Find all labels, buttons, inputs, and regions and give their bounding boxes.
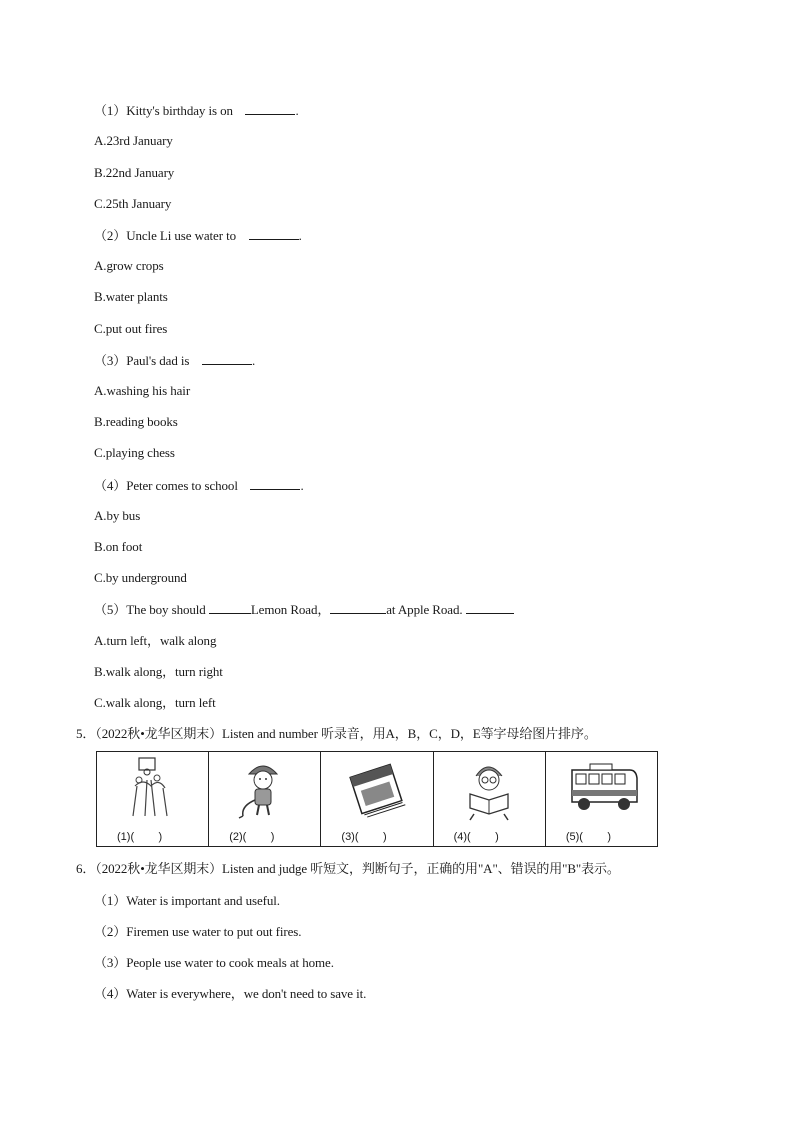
option[interactable]: C.playing chess — [94, 445, 175, 460]
option[interactable]: A.turn left，walk along — [94, 633, 217, 648]
answer-blank[interactable] — [249, 227, 299, 240]
fireman-icon — [229, 756, 299, 822]
section-6-title: 6．（2022秋•龙华区期末）Listen and judge 听短文，判断句子，正确的用"A"、错误的用"B"表示。 — [76, 861, 620, 876]
school-bus-icon — [566, 756, 642, 822]
picture-cell-4[interactable] — [434, 752, 546, 846]
option[interactable]: B.water plants — [94, 289, 168, 304]
picture-label: (4)( ) — [453, 831, 499, 843]
picture-row — [96, 751, 658, 847]
picture-cell-1[interactable] — [97, 752, 209, 846]
question-prompt: （4）Peter comes to school — [94, 478, 238, 493]
option[interactable]: C.walk along，turn left — [94, 695, 216, 710]
question-4: （4）Peter comes to school . — [94, 478, 304, 493]
option[interactable]: A.by bus — [94, 508, 141, 523]
option[interactable]: C.by underground — [94, 570, 187, 585]
option[interactable]: C.put out fires — [94, 321, 168, 336]
option[interactable]: B.walk along，turn right — [94, 664, 223, 679]
option[interactable]: B.on foot — [94, 539, 143, 554]
question-prompt: （3）Paul's dad is — [94, 353, 190, 368]
boy-reading-icon — [454, 756, 524, 822]
option[interactable]: B.reading books — [94, 414, 178, 429]
question-3: （3）Paul's dad is . — [94, 353, 256, 368]
picture-cell-3[interactable] — [321, 752, 433, 846]
question-prompt: （2）Uncle Li use water to — [94, 228, 237, 243]
picture-label: (3)( ) — [341, 831, 387, 843]
answer-blank[interactable] — [202, 352, 252, 365]
option[interactable]: A.23rd January — [94, 133, 173, 148]
answer-blank[interactable] — [330, 601, 386, 614]
answer-blank[interactable] — [245, 102, 295, 115]
basketball-player-icon — [117, 756, 187, 822]
picture-label: (5)( ) — [565, 831, 612, 843]
option[interactable]: B.22nd January — [94, 165, 175, 180]
question-prompt: （5）The boy should — [94, 602, 209, 617]
picture-label: (2)( ) — [229, 831, 275, 843]
picture-cell-2[interactable] — [209, 752, 321, 846]
option[interactable]: C.25th January — [94, 196, 172, 211]
picture-cell-5[interactable] — [546, 752, 657, 846]
question-prompt: at Apple Road. — [386, 602, 463, 617]
question-2: （2）Uncle Li use water to . — [94, 228, 302, 243]
option[interactable]: A.grow crops — [94, 258, 164, 273]
answer-blank[interactable] — [466, 601, 514, 614]
option[interactable]: A.washing his hair — [94, 383, 191, 398]
question-prompt: Lemon Road， — [250, 602, 331, 617]
section-5-title: 5．（2022秋•龙华区期末）Listen and number 听录音，用A，B，C，D，E等字母给图片排序。 — [76, 726, 597, 741]
picture-label: (1)( ) — [117, 831, 163, 843]
question-prompt: （1）Kitty's birthday is on — [94, 103, 233, 118]
answer-blank[interactable] — [250, 477, 300, 490]
judge-item[interactable]: （3）People use water to cook meals at home. — [94, 955, 334, 970]
judge-item[interactable]: （1）Water is important and useful. — [94, 893, 280, 908]
question-5 — [94, 601, 514, 618]
question-1: （1）Kitty's birthday is on . — [94, 103, 299, 118]
calendar-icon — [341, 756, 411, 822]
judge-item[interactable]: （4）Water is everywhere，we don't need to save it. — [94, 986, 367, 1001]
judge-item[interactable]: （2）Firemen use water to put out fires. — [94, 924, 302, 939]
answer-blank[interactable] — [209, 601, 251, 614]
